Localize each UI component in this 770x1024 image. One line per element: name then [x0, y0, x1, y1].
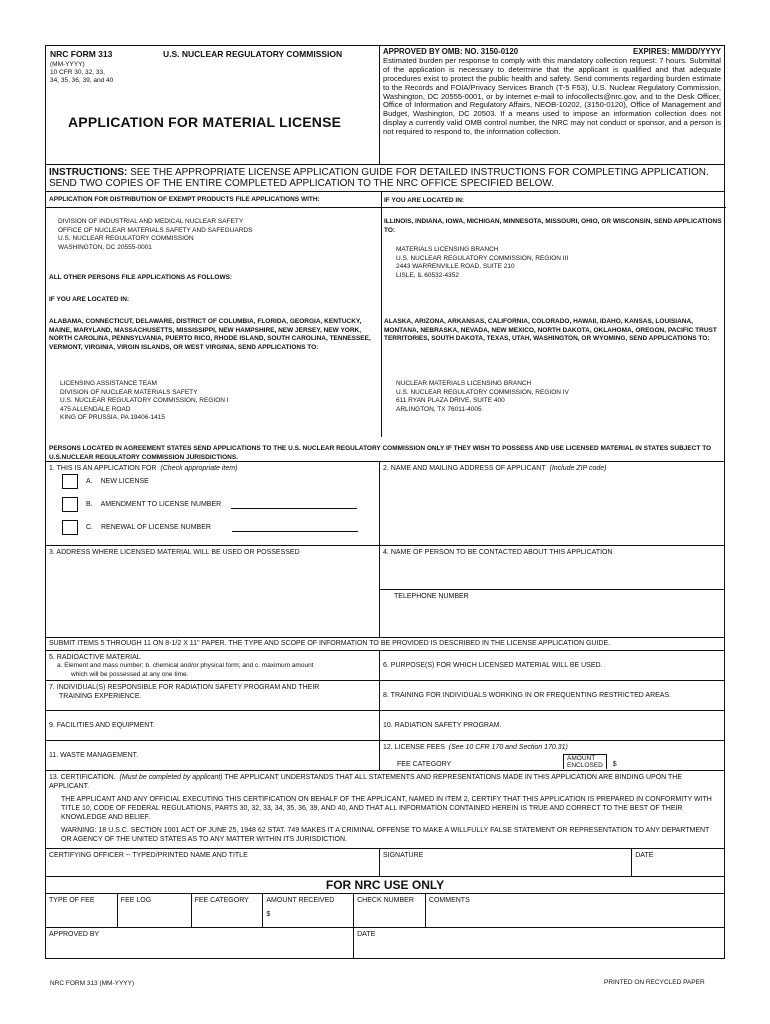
- amount-enclosed-label: AMOUNT: [567, 755, 596, 762]
- amount-received-label: AMOUNT RECEIVED: [266, 897, 335, 904]
- address-line: 2443 WARRENVILLE ROAD, SUITE 210: [396, 263, 515, 270]
- region1-address: [60, 380, 380, 423]
- items-1-2-row: [46, 462, 724, 546]
- check-number-label: CHECK NUMBER: [357, 897, 414, 904]
- option-letter: A.: [86, 478, 93, 485]
- form-header: [46, 46, 724, 165]
- option-renewal: [62, 520, 358, 535]
- amount-received-field[interactable]: [263, 894, 354, 927]
- address-line: U.S. NUCLEAR REGULATORY COMMISSION, REGION I: [60, 397, 229, 404]
- signature-row: [46, 849, 724, 877]
- footer-form-number: NRC FORM 313 (MM-YYYY): [50, 980, 135, 987]
- certification-intro: [49, 773, 721, 791]
- omb-approval: APPROVED BY OMB: NO. 3150-0120: [383, 47, 519, 56]
- located-in-right: IF YOU ARE LOCATED IN:: [384, 197, 465, 204]
- item-12-label: [383, 743, 721, 752]
- header-left: [46, 46, 380, 164]
- renewal-checkbox[interactable]: [62, 520, 78, 535]
- approval-date-field[interactable]: [354, 928, 724, 958]
- item-1-label: [49, 464, 376, 473]
- date-label: DATE: [635, 852, 654, 859]
- contact-person-field[interactable]: [380, 546, 724, 590]
- item-4-label: 4. NAME OF PERSON TO BE CONTACTED ABOUT THIS APPLICATION: [383, 549, 613, 556]
- amendment-label: AMENDMENT TO LICENSE NUMBER: [100, 501, 222, 508]
- expiration-date: EXPIRES: MM/DD/YYYY: [633, 47, 721, 56]
- address-line: ARLINGTON, TX 76011-4005: [396, 405, 482, 413]
- item-11-waste-management[interactable]: [46, 741, 380, 770]
- amount-enclosed-label-2: ENCLOSED: [567, 762, 603, 769]
- item-7-label-2: TRAINING EXPERIENCE.: [59, 693, 142, 700]
- items-11-12-row: [46, 741, 724, 771]
- item-1: [46, 462, 380, 545]
- item-12-license-fees: [380, 741, 724, 770]
- submit-note-row: [46, 638, 724, 651]
- items-3-4-row: [46, 546, 724, 638]
- item-6-label: 6. PURPOSE(S) FOR WHICH LICENSED MATERIAL WILL BE USED.: [383, 662, 603, 669]
- form-number: NRC FORM 313: [50, 49, 113, 59]
- address-line: U.S. NUCLEAR REGULATORY COMMISSION, REGION IV: [396, 388, 569, 396]
- certification-paragraph: THE APPLICANT AND ANY OFFICIAL EXECUTING THIS CERTIFICATION ON BEHALF OF THE APPLICANT, NAMED IN ITEM 2, CERTIFY THAT THIS APPLICATION IS PREPARED IN CONFORMITY WITH TITLE 10, CODE OF FEDERAL REGULATIONS, PARTS 30, 32, 33, 34, 35, 36, 39, AND 40, AND THAT ALL INFORMATION CONTAINED HEREIN IS TRUE AND CORRECT TO THE BEST OF THEIR KNOWLEDGE AND BELIEF.: [61, 796, 712, 821]
- telephone-field[interactable]: [380, 590, 724, 603]
- footer-recycled-note: PRINTED ON RECYCLED PAPER: [604, 979, 705, 986]
- signature-field[interactable]: [380, 849, 632, 876]
- address-line: LISLE, IL 60532-4352: [396, 271, 460, 279]
- item-13-text: 13. CERTIFICATION.: [49, 774, 116, 781]
- telephone-label: TELEPHONE NUMBER: [394, 593, 469, 600]
- items-7-8-row: [46, 681, 724, 711]
- item-12-text: 12. LICENSE FEES: [383, 744, 445, 751]
- instructions-label: INSTRUCTIONS:: [49, 167, 128, 178]
- items-9-10-row: [46, 711, 724, 741]
- date-code: (MM-YYYY): [50, 61, 85, 68]
- item-3-material-address[interactable]: [46, 546, 380, 637]
- type-of-fee-field[interactable]: [46, 894, 118, 927]
- cfr-line-1: 10 CFR 30, 32, 33,: [50, 69, 105, 76]
- item-12-note: (See 10 CFR 170 and Section 170.31): [448, 744, 568, 751]
- region3-states: ILLINOIS, INDIANA, IOWA, MICHIGAN, MINNESOTA, MISSOURI, OHIO, OR WISCONSIN, SEND APPLICATIONS TO:: [384, 218, 722, 234]
- nrc-fee-category-field[interactable]: [192, 894, 264, 927]
- region3-address: [396, 246, 716, 280]
- comments-field[interactable]: [426, 894, 724, 927]
- certification-statement: THE APPLICANT UNDERSTANDS THAT ALL STATEMENTS AND REPRESENTATIONS MADE IN THIS APPLICATION ARE BINDING UPON THE APPLICANT.: [49, 774, 683, 790]
- address-line: MATERIALS LICENSING BRANCH: [396, 246, 499, 253]
- exempt-address: [58, 218, 378, 252]
- region4-states: ALASKA, ARIZONA, ARKANSAS, CALIFORNIA, COLORADO, HAWAII, IDAHO, KANSAS, LOUISIANA, MONTANA, NEBRASKA, NEVADA, NEW MEXICO, NORTH DAKOTA, OKLAHOMA, OREGON, PACIFIC TRUST TERRITORIES, SOUTH DAKOTA, TEXAS, UTAH, WASHINGTON, OR WYOMING, SEND APPLICATIONS TO:: [384, 318, 717, 342]
- nrc-use-row-2: [46, 928, 724, 958]
- fee-log-label: FEE LOG: [120, 897, 152, 904]
- item-13-note: (Must be completed by applicant): [119, 774, 223, 781]
- fee-log-field[interactable]: [118, 894, 192, 927]
- address-line: 475 ALLENDALE ROAD: [60, 405, 131, 413]
- amendment-number-field[interactable]: [231, 501, 357, 509]
- address-line: U.S. NUCLEAR REGULATORY COMMISSION, REGION III: [396, 254, 569, 262]
- item-5-subtext-2: which will be possessed at any one time.: [71, 670, 189, 678]
- address-line: 611 RYAN PLAZA DRIVE, SUITE 400: [396, 397, 505, 404]
- certification-row: [46, 771, 724, 849]
- address-line: WASHINGTON, DC 20555-0001: [58, 243, 152, 251]
- amount-enclosed-box: [563, 754, 607, 769]
- fee-fields: [383, 754, 721, 769]
- page-title: APPLICATION FOR MATERIAL LICENSE: [68, 114, 342, 130]
- signature-label: SIGNATURE: [383, 852, 424, 859]
- item-5-label: 5. RADIOACTIVE MATERIAL: [49, 654, 141, 661]
- located-in-left: IF YOU ARE LOCATED IN:: [49, 296, 130, 303]
- instructions-row: [46, 165, 724, 192]
- amount-enclosed-field[interactable]: $: [612, 761, 617, 768]
- region1-states: ALABAMA, CONNECTICUT, DELAWARE, DISTRICT OF COLUMBIA, FLORIDA, GEORGIA, KENTUCKY, MAINE, MARYLAND, MASSACHUSETTS, MISSISSIPPI, NEW HAMPSHIRE, NEW JERSEY, NEW YORK, NORTH CAROLINA, PENNSYLVANIA, PUERTO RICO, RHODE ISLAND, SOUTH CAROLINA, TENNESSEE, VERMONT, VIRGINIA, VIRGIN ISLANDS, OR WEST VIRGINIA, SEND APPLICATIONS TO:: [49, 318, 371, 351]
- instructions: [46, 165, 724, 191]
- nrc-use-row-1: [46, 894, 724, 928]
- agency-name: U.S. NUCLEAR REGULATORY COMMISSION: [163, 49, 343, 59]
- item-10-label: 10. RADIATION SAFETY PROGRAM.: [383, 722, 502, 729]
- comments-label: COMMENTS: [428, 897, 470, 904]
- option-letter: B.: [86, 501, 93, 508]
- address-divider: [381, 192, 382, 437]
- application-form: [45, 45, 725, 959]
- address-line: DIVISION OF NUCLEAR MATERIALS SAFETY: [60, 388, 198, 396]
- item-2-note: (Include ZIP code): [549, 465, 607, 472]
- item-7-responsible-individuals[interactable]: [46, 681, 380, 710]
- item-3-label: 3. ADDRESS WHERE LICENSED MATERIAL WILL BE USED OR POSSESSED: [49, 549, 300, 556]
- amendment-checkbox[interactable]: [62, 497, 78, 512]
- date-field[interactable]: [632, 849, 724, 876]
- address-heading-rule: [46, 207, 726, 208]
- check-number-field[interactable]: [354, 894, 426, 927]
- certifying-officer-label: CERTIFYING OFFICER -- TYPED/PRINTED NAME AND TITLE: [49, 852, 248, 859]
- new-license-label: NEW LICENSE: [100, 478, 149, 485]
- cfr-line-2: 34, 35, 36, 39, and 40: [50, 77, 114, 84]
- items-5-6-row: [46, 651, 724, 681]
- option-amendment: [62, 497, 357, 512]
- address-line: NUCLEAR MATERIALS LICENSING BRANCH: [396, 380, 532, 387]
- item-6-purpose[interactable]: [380, 651, 724, 680]
- fee-category-field[interactable]: FEE CATEGORY: [397, 761, 452, 768]
- nrc-use-heading: FOR NRC USE ONLY: [325, 878, 445, 892]
- instructions-text: SEE THE APPROPRIATE LICENSE APPLICATION GUIDE FOR DETAILED INSTRUCTIONS FOR COMPLETING APPLICATION. SEND TWO COPIES OF THE ENTIRE COMPLETED APPLICATION TO THE NRC OFFICE SPECIFIED BELOW.: [49, 167, 709, 189]
- item-2-text: 2. NAME AND MAILING ADDRESS OF APPLICANT: [383, 465, 546, 472]
- item-10-safety-program[interactable]: [380, 711, 724, 740]
- address-line: DIVISION OF INDUSTRIAL AND MEDICAL NUCLEAR SAFETY: [58, 218, 244, 225]
- item-1-text: 1. THIS IS AN APPLICATION FOR: [49, 465, 157, 472]
- approval-date-label: DATE: [357, 931, 376, 938]
- item-8-training[interactable]: [380, 681, 724, 710]
- approved-by-field[interactable]: [46, 928, 354, 958]
- item-5-subtext: a. Element and mass number; b. chemical and/or physical form; and c. maximum amount: [57, 662, 314, 669]
- nrc-use-heading-row: [46, 877, 724, 894]
- exempt-heading: APPLICATION FOR DISTRIBUTION OF EXEMPT PRODUCTS FILE APPLICATIONS WITH:: [49, 196, 320, 203]
- mailing-addresses: [46, 192, 724, 462]
- warning-paragraph: WARNING: 18 U.S.C. SECTION 1001 ACT OF JUNE 25, 1948 62 STAT. 749 MAKES IT A CRIMINAL OFFENSE TO MAKE A WILLFULLY FALSE STATEMENT OR REPRESENTATION TO ANY DEPARTMENT OR AGENCY OF THE UNITED STATES AS TO ANY MATTER WITHIN ITS JURISDICTION.: [61, 827, 710, 843]
- item-1-note: (Check appropriate item): [160, 465, 238, 472]
- burden-statement: Estimated burden per response to comply with this mandatory collection request: 7 hours. Submittal of the application is necessary to determine that the applicant is qualified and that adequate procedures exist to protect the public health and safety. Send comments regarding burden estimate to the Records and FOIA/Privacy Services Branch (T-5 F53), U.S. Nuclear Regulatory Commission, Washington, DC 20555-0001, or by internet e-mail to infocollects@nrc.gov, and to the Desk Officer, Office of Information and Regulatory Affairs, NEOB-10202, (3150-0120), Office of Management and Budget, Washington, DC 20503. If a means used to impose an information collection does not display a currently valid OMB control number, the NRC may not conduct or sponsor, and a person is not required to respond to, the information collection.: [383, 55, 721, 137]
- new-license-checkbox[interactable]: [62, 474, 78, 489]
- item-5-radioactive-material[interactable]: [46, 651, 380, 680]
- item-2-label: [383, 464, 721, 473]
- address-line: OFFICE OF NUCLEAR MATERIALS SAFETY AND SAFEGUARDS: [58, 226, 253, 234]
- address-line: U.S. NUCLEAR REGULATORY COMMISSION: [58, 235, 194, 242]
- certifying-officer-field[interactable]: [46, 849, 380, 876]
- option-letter: C.: [86, 524, 93, 531]
- item-8-label: 8. TRAINING FOR INDIVIDUALS WORKING IN OR FREQUENTING RESTRICTED AREAS.: [383, 692, 672, 699]
- dollar-sign: $: [266, 911, 271, 918]
- item-2-applicant-address[interactable]: [380, 462, 724, 545]
- agreement-states-note: PERSONS LOCATED IN AGREEMENT STATES SEND APPLICATIONS TO THE U.S. NUCLEAR REGULATORY COMMISSION ONLY IF THEY WISH TO POSSESS AND USE LICENSED MATERIAL IN STATES SUBJECT TO U.S.NUCLEAR REGULATORY COMMISSION JURISDICTIONS.: [49, 445, 712, 461]
- submit-note: SUBMIT ITEMS 5 THROUGH 11 ON 8-1/2 X 11" PAPER. THE TYPE AND SCOPE OF INFORMATION TO BE PROVIDED IS DESCRIBED IN THE LICENSE APPLICATION GUIDE.: [49, 640, 611, 647]
- item-4: [380, 546, 724, 637]
- renewal-number-field[interactable]: [232, 524, 358, 532]
- other-persons-heading: ALL OTHER PERSONS FILE APPLICATIONS AS FOLLOWS:: [49, 274, 233, 281]
- item-9-label: 9. FACILITIES AND EQUIPMENT.: [49, 722, 155, 729]
- type-of-fee-label: TYPE OF FEE: [49, 897, 95, 904]
- option-new-license: [62, 474, 149, 489]
- nrc-fee-category-label: FEE CATEGORY: [194, 897, 249, 904]
- approved-by-label: APPROVED BY: [49, 931, 100, 938]
- region4-address: [396, 380, 716, 414]
- item-9-facilities[interactable]: [46, 711, 380, 740]
- renewal-label: RENEWAL OF LICENSE NUMBER: [101, 524, 211, 531]
- item-7-label: 7. INDIVIDUAL(S) RESPONSIBLE FOR RADIATION SAFETY PROGRAM AND THEIR: [49, 684, 320, 691]
- form-meta: [50, 61, 113, 85]
- address-line: KING OF PRUSSIA, PA 19406-1415: [60, 414, 166, 421]
- address-line: LICENSING ASSISTANCE TEAM: [60, 380, 157, 387]
- item-13-certification: [46, 771, 724, 848]
- omb-statement: [380, 46, 724, 164]
- item-11-label: 11. WASTE MANAGEMENT.: [49, 752, 139, 759]
